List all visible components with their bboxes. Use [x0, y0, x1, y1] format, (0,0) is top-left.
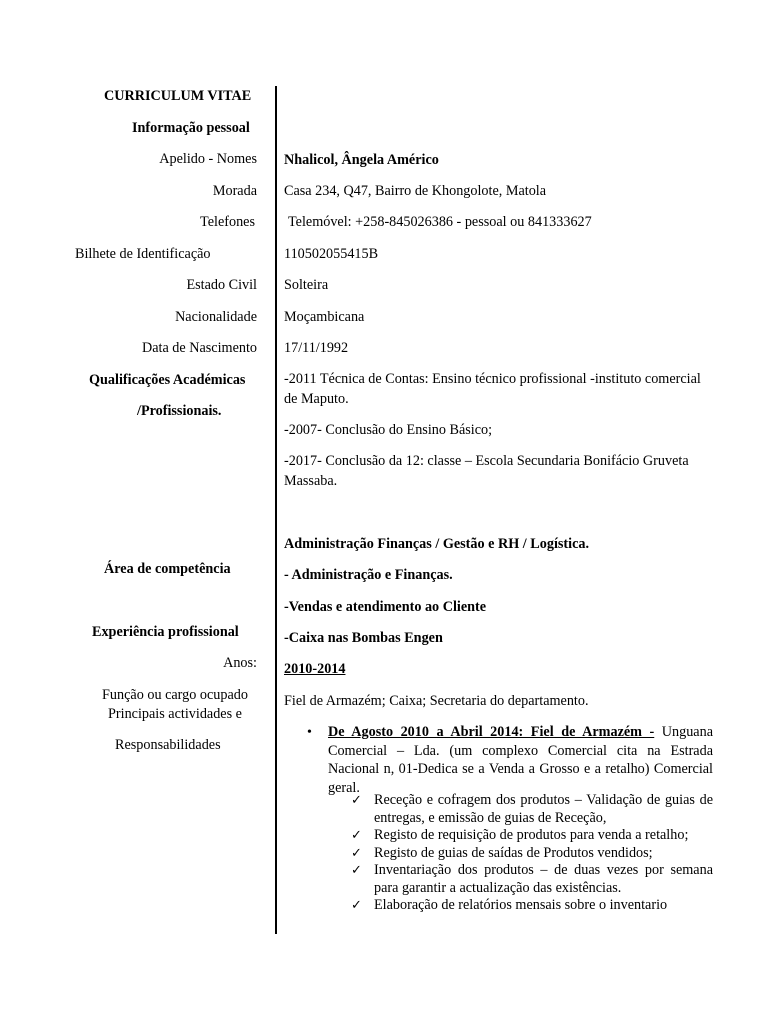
competence-item: - Administração e Finanças. [284, 567, 453, 583]
bullet-icon: • [307, 725, 312, 740]
phone-label: Telefones [200, 214, 255, 230]
name-label: Apelido - Nomes [159, 151, 257, 167]
list-item [351, 792, 713, 827]
check-icon: ✓ [351, 828, 362, 843]
list-item [351, 862, 713, 897]
experience-label: Experiência profissional [92, 624, 239, 640]
competence-label: Área de competência [104, 561, 231, 577]
years-value: 2010-2014 [284, 661, 346, 677]
civil-status-value: Solteira [284, 277, 329, 293]
list-item [351, 827, 713, 845]
birth-date-value: 17/11/1992 [284, 340, 349, 356]
years-label: Anos: [223, 655, 257, 671]
activities-label: Principais actividades e [108, 706, 242, 722]
job-title: De Agosto 2010 a Abril 2014: Fiel de Armazém - [328, 724, 655, 740]
id-label: Bilhete de Identificação [75, 246, 211, 262]
list-item [351, 845, 713, 863]
list-item-text: Registo de requisição de produtos para venda a retalho; [374, 827, 689, 843]
qualifications-label: Qualificações Académicas [89, 372, 246, 388]
list-item-text: Receção e cofragem dos produtos – Validação de guias de entregas, e emissão de guias de Receção, [374, 792, 713, 826]
qualification-item: -2007- Conclusão do Ensino Básico; [284, 422, 493, 438]
cv-title: CURRICULUM VITAE [104, 88, 252, 104]
list-item [351, 897, 713, 915]
check-icon: ✓ [351, 793, 362, 808]
qualifications-label-2: /Profissionais. [137, 403, 222, 419]
birth-date-label: Data de Nascimento [141, 340, 257, 356]
responsibilities-list [351, 792, 713, 915]
list-item-text: Elaboração de relatórios mensais sobre o inventario [374, 897, 668, 913]
personal-info-heading: Informação pessoal [132, 120, 250, 136]
job-details: Unguana Comercial – Lda. (um complexo Comercial cita na Estrada Nacional n, 01-Dedica se a Venda a Grosso e a retalho) Comercial geral. [328, 724, 713, 796]
role-label: Função ou cargo ocupado [102, 687, 248, 703]
address-value: Casa 234, Q47, Bairro de Khongolote, Matola [284, 183, 547, 199]
list-item-text: Inventariação dos produtos – de duas vezes por semana para garantir a actualização das existências. [374, 862, 713, 896]
check-icon: ✓ [351, 845, 362, 861]
list-item-text: Registo de guias de saídas de Produtos vendidos; [374, 844, 653, 861]
responsibilities-label: Responsabilidades [115, 737, 221, 753]
check-icon: ✓ [351, 863, 362, 878]
nationality-label: Nacionalidade [175, 309, 257, 325]
qualification-item: -2017- Conclusão da 12: classe – Escola Secundaria Bonifácio Gruveta Massaba. [284, 453, 689, 489]
civil-status-label: Estado Civil [186, 277, 257, 293]
id-value: 110502055415B [284, 246, 379, 262]
job-description [328, 723, 713, 797]
roles-value: Fiel de Armazém; Caixa; Secretaria do departamento. [284, 693, 589, 709]
name-value: Nhalicol, Ângela Américo [284, 152, 439, 168]
nationality-value: Moçambicana [284, 309, 365, 325]
qualification-item: -2011 Técnica de Contas: Ensino técnico profissional -instituto comercial de Maputo. [284, 371, 701, 407]
competence-item: Administração Finanças / Gestão e RH / Logística. [284, 536, 590, 552]
check-icon: ✓ [351, 898, 362, 913]
column-divider [275, 86, 277, 934]
competence-item: -Vendas e atendimento ao Cliente [284, 599, 487, 615]
competence-item: -Caixa nas Bombas Engen [284, 630, 443, 646]
phone-value: Telemóvel: +258-845026386 - pessoal ou 841333627 [288, 214, 592, 230]
address-label: Morada [212, 183, 257, 199]
